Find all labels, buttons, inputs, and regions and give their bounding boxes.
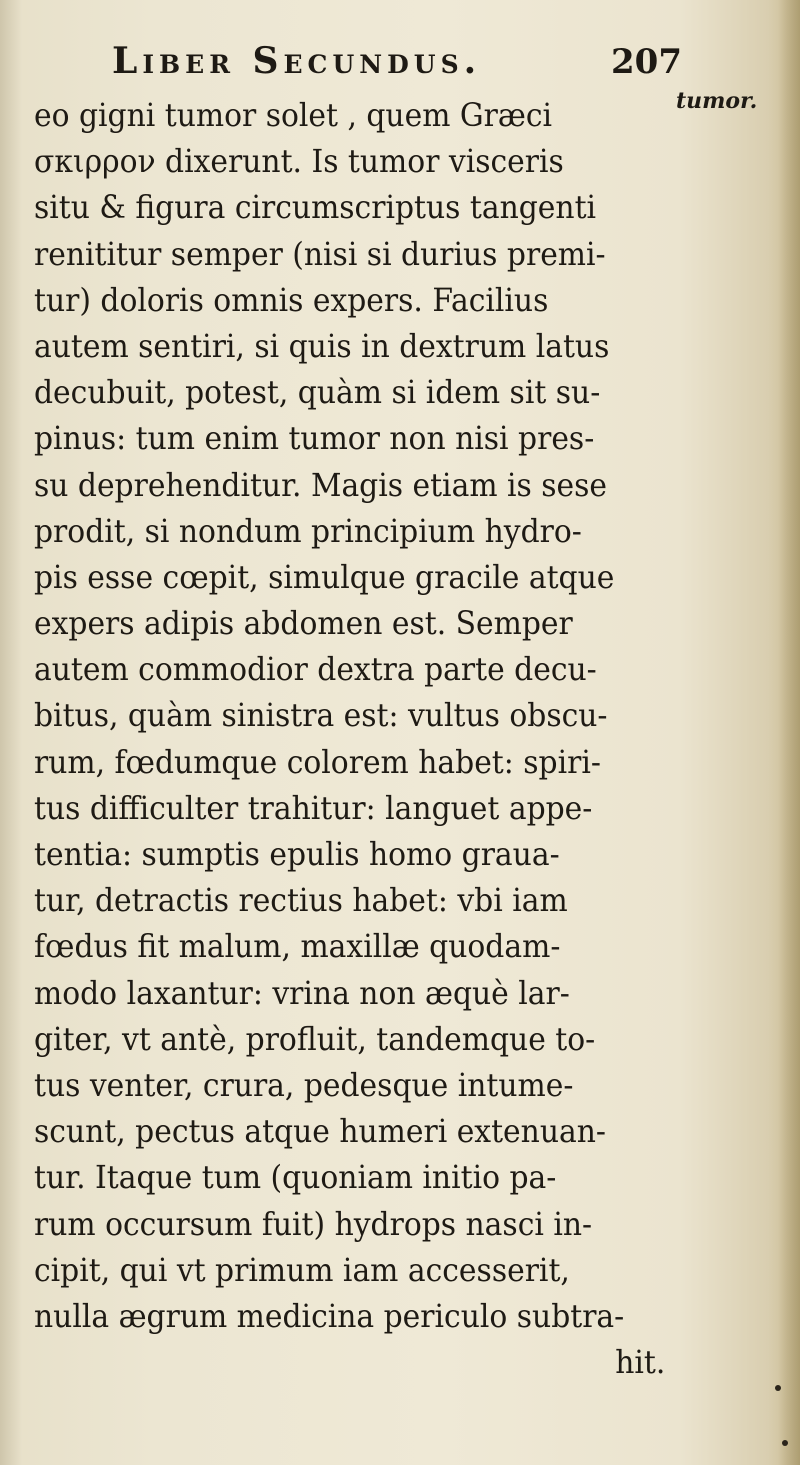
text-line: modo laxantur: vrina non æquè lar- — [34, 973, 570, 1012]
text-line: pis esse cœpit, simulque gracile atque — [34, 557, 615, 596]
text-line: tus difficulter trahitur: languet appe- — [34, 788, 593, 827]
text-line: fœdus fit malum, maxillæ quodam- — [34, 927, 561, 966]
text-line: σκιρρον dixerunt. Is tumor visceris — [34, 142, 564, 181]
ink-speck — [775, 1385, 781, 1391]
text-line: situ & figura circumscriptus tangenti — [34, 188, 597, 227]
body-text — [34, 92, 749, 1385]
text-line: rum, fœdumque colorem habet: spiri- — [34, 742, 601, 781]
text-line: tentia: sumptis epulis homo graua- — [34, 835, 560, 873]
text-line: bitus, quàm sinistra est: vultus obscu- — [34, 696, 608, 735]
ink-speck — [782, 1440, 788, 1446]
text-line: prodit, si nondum principium hydro- — [34, 511, 582, 550]
text-line: su deprehenditur. Magis etiam is sese — [34, 465, 608, 504]
text-line: tur) doloris omnis expers. Facilius — [34, 280, 549, 319]
text-line: scunt, pectus atque humeri extenuan- — [34, 1112, 606, 1151]
text-line: cipit, qui vt primum iam accesserit, — [34, 1250, 570, 1289]
text-line: nulla ægrum medicina periculo subtra- — [34, 1296, 625, 1335]
text-line: autem commodior dextra parte decu- — [34, 650, 597, 689]
text-line: decubuit, potest, quàm si idem sit su- — [34, 373, 601, 412]
text-line: tur, detractis rectius habet: vbi iam — [34, 881, 568, 920]
text-line: eo gigni tumor solet , quem Græci — [34, 96, 553, 134]
text-line-final: hit. — [615, 1343, 666, 1382]
text-line: renititur semper (nisi si durius premi- — [34, 234, 606, 273]
text-line: rum occursum fuit) hydrops nasci in- — [34, 1204, 593, 1243]
running-title: Liber Secundus. — [112, 40, 482, 82]
page-edge — [778, 0, 800, 1465]
page-number: 207 — [611, 42, 682, 82]
gutter-shadow — [0, 0, 22, 1465]
text-line: pinus: tum enim tumor non nisi pres- — [34, 419, 595, 458]
margin-note: tumor. — [676, 88, 758, 114]
text-line: autem sentiri, si quis in dextrum latus — [34, 326, 610, 365]
text-line: tur. Itaque tum (quoniam initio pa- — [34, 1158, 557, 1197]
running-head — [112, 40, 682, 90]
text-line: expers adipis abdomen est. Semper — [34, 604, 573, 643]
text-line: giter, vt antè, profluit, tandemque to- — [34, 1019, 596, 1058]
text-line: tus venter, crura, pedesque intume- — [34, 1065, 574, 1104]
